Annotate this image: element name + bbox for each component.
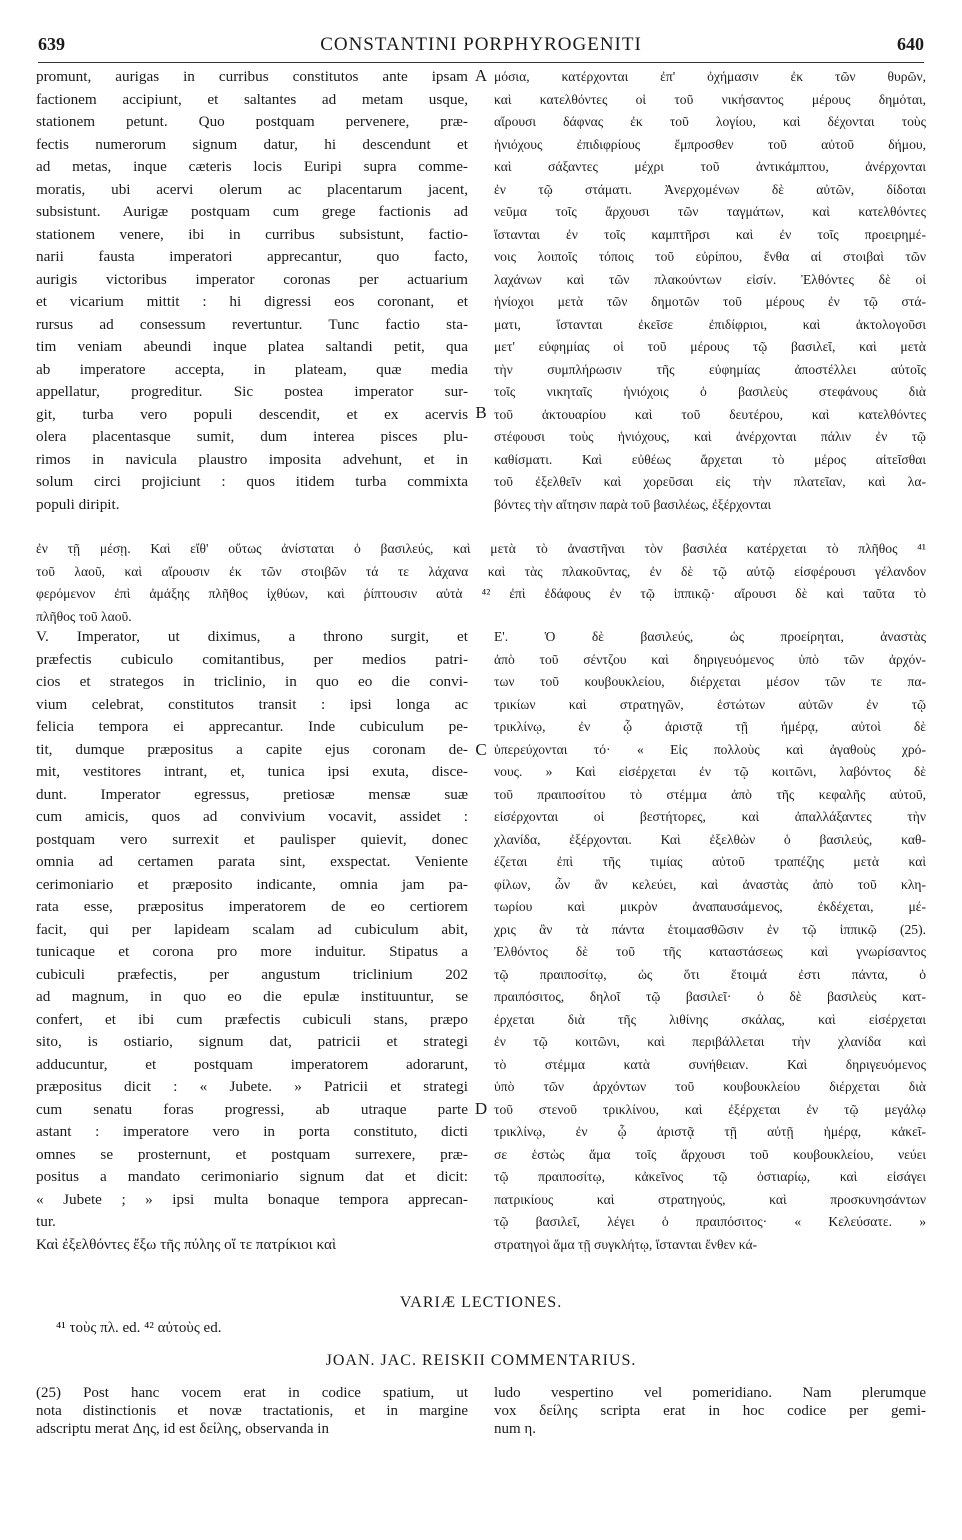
greek-line: ὑπερεύχονται τό· « Εἰς πολλοὺς καὶ ἀγαθοὺς χρό-: [494, 741, 926, 757]
latin-line: rata esse, præpositus imperatorem de eo certiorem: [36, 898, 468, 915]
latin-line: solum circi projiciunt : quos itidem turba commixta: [36, 473, 468, 490]
greek-line: τὴν συμπλήρωσιν τῆς εὐφημίας ἀποστέλλει αὐτοῖς: [494, 361, 926, 377]
greek-line: νοις λοιποῖς τόποις τοῦ εὐρίπου, ἔνθα αἱ στοιβαὶ τῶν: [494, 249, 926, 264]
latin-line: præpositus dicit : « Jubete. » Patricii et strategi: [36, 1078, 468, 1095]
greek-line: τῷ πραιποσίτῳ, κἀκεῖνος τῷ ὀστιαρίῳ, καὶ εἰσάγει: [494, 1169, 926, 1184]
greek-line: πατρικίους καὶ στρατηγούς, καὶ προσκυνησάντων: [494, 1191, 926, 1207]
latin-line: omnia ad certamen parata sint, exspectat. Veniente: [36, 853, 468, 870]
greek-line: τοῦ πραιποσίτου τὸ στέμμα ἀπὸ τῆς κεφαλῆς αὐτοῦ,: [494, 786, 926, 802]
greek-line: ὑπὸ τῶν ἀρχόντων τοῦ κουβουκλείου διέρχεται διὰ: [494, 1079, 926, 1094]
commentary-line: adscriptu merat Δης, id est δείλης, observanda in: [36, 1421, 329, 1437]
latin-line: git, turba vero populi descendit, et ex acervis: [36, 405, 468, 423]
latin-line: stationem petunt. Quo postquam pervenere, præ-: [36, 113, 468, 130]
greek-line: τῷ βασιλεῖ, λέγει ὁ πραιπόσιτος· « Κελεύσατε. »: [494, 1214, 926, 1229]
latin-line: omnes se prosternunt, et postquam surrexere, præ-: [36, 1145, 468, 1163]
greek-line: τῷ πραιποσίτῳ, ὡς ὅτι ἕτοιμά ἐστι πάντα, ὁ: [494, 966, 926, 982]
greek-line: τρικλίνῳ, ἐν ᾧ ἀριστᾷ τῇ αὐτῇ ἡμέρᾳ, κἀκεῖ-: [494, 1124, 926, 1139]
margin-marker-a: A: [474, 66, 488, 85]
greek-line: στέφουσι τοὺς ἡνιόχους, καὶ ἀνέρχονται πάλιν ἐν τῷ: [494, 429, 926, 444]
greek-full-width: [36, 538, 926, 628]
greek-line: ἐν τῷ κοιτῶνι, καὶ περιβάλλεται τὴν χλανίδα καὶ: [494, 1034, 926, 1049]
latin-line: Καὶ ἐξελθόντες ἔξω τῆς πύλης οἵ τε πατρίκιοι καὶ: [36, 1235, 337, 1253]
latin-line: cerimoniario et præposito indicante, omnia jam pa-: [36, 875, 468, 893]
greek-line: σε ἑστὼς ἅμα τοῖς ἄρχουσι τοῦ κουβουκλείου, νεύει: [494, 1146, 926, 1162]
greek-line: ἐν τῷ στάματι. Ἀνερχομένων δὲ αὐτῶν, δίδοται: [494, 181, 926, 197]
latin-line: rursus ad consessum revertuntur. Tunc factio sta-: [36, 315, 468, 333]
latin-line: ad metas, inque cæteris locis Euripi supra comme-: [36, 158, 468, 175]
running-title: CONSTANTINI PORPHYROGENITI: [320, 34, 642, 55]
greek-line: έρχεται διὰ τῆς λιθίνης σκάλας, καὶ εἰσέρχεται: [494, 1011, 926, 1027]
page-number-right: 640: [897, 34, 924, 54]
greek-column-bottom: [494, 626, 926, 1256]
latin-line: tunicaque et corona pro more induitur. Stipatus a: [36, 943, 468, 960]
margin-marker-d: D: [474, 1099, 488, 1118]
latin-line: cum amicis, quos ad convivium vocavit, assidet :: [36, 808, 468, 825]
latin-line: cubiculi præfectis, per angustum triclinium 202: [36, 965, 468, 983]
latin-line: promunt, aurigas in curribus constitutos ante ipsam: [36, 68, 468, 85]
latin-column-bottom: [36, 626, 468, 1256]
latin-line: dunt. Imperator egressus, pretiosæ mensæ suæ: [36, 785, 468, 803]
latin-line: felicia tempora ei apprecantur. Inde cubiculum pe-: [36, 718, 468, 735]
greek-line: μόσια, κατέρχονται ἐπ' ὀχήμασιν ἐκ τῶν θυρῶν,: [494, 69, 926, 84]
greek-line: βόντες τὴν αἴτησιν παρὰ τοῦ βασιλέως, ἐξέρχονται: [494, 496, 772, 512]
latin-line: astant : imperatore vero in porta constituto, dicti: [36, 1123, 468, 1140]
latin-line: moratis, ubi acervi olerum ac placentarum jacent,: [36, 180, 468, 198]
latin-line: « Jubete ; » ipsi multa bonaque tempora apprecan-: [36, 1190, 468, 1208]
commentary-heading: JOAN. JAC. REISKII COMMENTARIUS.: [325, 1352, 637, 1369]
latin-line: aurigis victoribus imperator coronas per actuarium: [36, 270, 468, 288]
greek-line: καὶ κατελθόντες οἱ τοῦ νικήσαντος μέρους δημόται,: [494, 91, 926, 107]
latin-line: appellatur, progreditur. Sic postea imperator sur-: [36, 383, 468, 400]
commentary-line: ludo vespertino vel pomeridiano. Nam plerumque: [494, 1385, 926, 1401]
page-number-left: 639: [38, 34, 65, 54]
commentary-line: vox δείλης scripta erat in hoc codice per gemi-: [494, 1403, 926, 1419]
latin-line: vium celebrat, constitutos transit : ipsi longa ac: [36, 695, 468, 713]
greek-line: νους. » Καὶ εἰσέρχεται ἐν τῷ κοιτῶνι, λαβόντος δὲ: [494, 764, 926, 779]
latin-line: postquam vero surrexit et paulisper quievit, donec: [36, 830, 468, 848]
greek-line: έζεται ἐπὶ τῆς τιμίας αὐτοῦ τραπέζης μετὰ καὶ: [494, 854, 926, 869]
greek-line: αἴρουσι δάφνας ἐκ τοῦ λογίου, καὶ δέχονται τοὺς: [494, 114, 926, 129]
greek-line: ἀπὸ τοῦ σέντζου καὶ δηριγευόμενος ὑπὸ τῶν ἀρχόν-: [494, 651, 926, 667]
greek-line: μετ' εὐφημίας οἱ τοῦ μέρους τῷ βασιλεῖ, καὶ μετὰ: [494, 339, 926, 354]
latin-line: factionem accipiunt, et saltantes ad metam usque,: [36, 90, 468, 108]
latin-line: stationem venere, ibi in curribus subsistunt, factio-: [36, 225, 468, 243]
latin-line: subsistunt. Aurigæ postquam cum grege factionis ad: [36, 203, 468, 220]
latin-line: tit, dumque præpositus a capite ejus coronam de-: [36, 740, 468, 758]
greek-line: καθίσματι. Καὶ εὐθέως ἄρχεται τὸ μέρος αἰτεῖσθαι: [494, 451, 926, 467]
greek-line: τρικίων καὶ στρατηγῶν, ἑστώτων αὐτῶν ἐν τῷ: [494, 696, 926, 712]
latin-line: olera placentasque sumit, dum interea pisces plu-: [36, 428, 468, 445]
greek-column-top: [494, 66, 926, 516]
latin-line: cios et strategos in triclinio, in quo eo die convi-: [36, 673, 468, 690]
margin-marker-b: B: [475, 403, 487, 422]
greek-line: Ἐλθόντος δὲ τοῦ τῆς καταστάσεως καὶ γνωρίσαντος: [494, 944, 926, 959]
greek-line: τοῦ ἀκτουαρίου καὶ τοῦ δευτέρου, καὶ κατελθόντες: [494, 406, 926, 422]
greek-line: τὸ στέμμα κατὰ συνήθειαν. Καὶ δηριγευόμενος: [494, 1056, 926, 1072]
latin-line: populi diripit.: [36, 495, 120, 513]
greek-line: τοῖς νικηταῖς ἡνιόχοις ὁ βασιλεὺς στεφάνους διὰ: [494, 384, 926, 399]
variae-heading: VARIÆ LECTIONES.: [399, 1294, 563, 1311]
greek-line: χρις ἂν τὰ πάντα ἑτοιμασθῶσιν ἐν τῷ ἱππικῷ (25).: [494, 921, 926, 937]
greek-line: φερόμενον ἐπὶ ἀμάξης πλῆθος ἰχθύων, καὶ ῥίπτουσιν αὐτὰ ⁴² ἐπὶ ἐδάφους ἐν τῷ ἱππικῷ· αἴρουσι δὲ καὶ ταῦτα τὸ: [36, 586, 926, 601]
latin-line: mit, vestitores intrant, et, tunica ipsi exuta, disce-: [36, 763, 468, 780]
greek-line: ματι, ἵστανται ἐκεῖσε ἐπιδίφριοι, καὶ ἀκτολογοῦσι: [494, 316, 926, 332]
greek-line: καὶ σάξαντες μέχρι τοῦ ἀντικάμπτου, ἀνέρχονται: [494, 159, 926, 174]
greek-line: Ε'. Ὁ δὲ βασιλεύς, ὡς προείρηται, ἀναστὰς: [494, 629, 926, 644]
latin-line: tur.: [36, 1213, 56, 1230]
latin-line: sito, is ostiario, signum dat, patricii et strategi: [36, 1033, 468, 1050]
commentary-right: [494, 1384, 926, 1438]
latin-line: confert, et ibi cum præfectis cubiculi stans, præpo: [36, 1010, 468, 1028]
commentary-line: (25) Post hanc vocem erat in codice spatium, ut: [36, 1385, 468, 1401]
greek-line: τρικλίνῳ, ἐν ᾧ ἀριστᾷ τῇ ἡμέρᾳ, αὐτοὶ δὲ: [494, 719, 926, 734]
greek-line: πλῆθος τοῦ λαοῦ.: [36, 608, 132, 624]
variae-note: ⁴¹ τοὺς πλ. ed. ⁴² αὐτοὺς ed.: [56, 1320, 222, 1336]
latin-line: V. Imperator, ut diximus, a throno surgit, et: [36, 628, 468, 645]
margin-marker-c: C: [475, 740, 487, 759]
latin-line: ad magnum, in quo eo die epulæ instituuntur, se: [36, 988, 468, 1005]
greek-line: τοῦ λαοῦ, καὶ αἴρουσιν ἐκ τῶν στοιβῶν τά τε λάχανα καὶ τὰς πλακοῦντας, ἐν δὲ τῷ αὐτῷ εἰσφέρουσι γέλανδον: [36, 563, 926, 579]
latin-line: præfectis cubiculo comitantibus, per medios patri-: [36, 650, 468, 668]
latin-column-top: [36, 66, 468, 516]
greek-line: τοῦ ἐξελθεῖν καὶ χορεῦσαι εἰς τὴν πλατεῖαν, καὶ λα-: [494, 474, 926, 489]
latin-line: adducuntur, et postquam imperatorem adorarunt,: [36, 1055, 468, 1073]
latin-line: fectis numerorum signum datur, hi descendunt et: [36, 135, 468, 153]
latin-line: narii fausta imperatori apprecantur, quo facto,: [36, 248, 468, 265]
latin-line: ab imperatore accepta, in plateam, quæ media: [36, 360, 468, 378]
commentary-line: nota distinctionis et novæ tractationis, et in margine: [36, 1403, 468, 1419]
latin-line: tim veniam abeundi inque platea saltandi petit, qua: [36, 338, 468, 355]
greek-line: ἡνιόχους ἐπιδιφρίους ἔμπροσθεν τοῦ αὐτοῦ δήμου,: [494, 136, 926, 152]
commentary-line: num η.: [494, 1421, 537, 1437]
greek-line: ἐν τῇ μέσῃ. Καὶ εἴθ' οὕτως ἀνίσταται ὁ βασιλεύς, καὶ μετὰ τὸ ἀναστῆναι τὸν βασιλέα κατέρχεται τὸ πλῆθος ⁴¹: [36, 541, 926, 556]
greek-line: πραιπόσιτος, δηλοῖ τῷ βασιλεῖ· ὁ δὲ βασιλεὺς κατ-: [494, 989, 926, 1004]
commentary-left: [36, 1384, 468, 1438]
header-rule: [38, 62, 924, 63]
greek-line: λαχάνων καὶ τῶν πλακούντων εἰσίν. Ἐλθόντες δὲ οἱ: [494, 271, 926, 287]
greek-line: των τοῦ κουβουκλείου, διέρχεται μέσον τῶν τε πα-: [494, 674, 926, 689]
latin-line: cum senatu foras progressi, ab utraque parte: [36, 1100, 468, 1118]
greek-line: τωρίου καὶ μικρὸν ἀναπαυσάμενος, ἐκδέχεται, μέ-: [494, 899, 926, 914]
page-header: [38, 34, 924, 60]
latin-line: facit, qui per lapideam scalam ad cubiculum abit,: [36, 920, 468, 938]
greek-line: χλανίδα, ἐξέρχονται. Καὶ ἐξελθὼν ὁ βασιλεύς, καθ-: [494, 831, 926, 847]
latin-line: rimos in navicula plaustro imposita advehunt, et in: [36, 450, 468, 468]
latin-line: positus a mandato cerimoniario signum dat et dicit:: [36, 1168, 468, 1185]
greek-line: νεῦμα τοῖς ἄρχουσι τῶν ταγμάτων, καὶ κατελθόντες: [494, 204, 926, 219]
greek-line: στρατηγοὶ ἅμα τῇ συγκλήτῳ, ἵστανται ἔνθεν κά-: [494, 1236, 758, 1252]
greek-line: ἵστανται ἐν τοῖς καμπτῆρσι καὶ ἐν τοῖς προειρημέ-: [494, 226, 926, 242]
greek-line: εἰσέρχονται οἱ βεστήτορες, καὶ ἀπαλλάξαντες τὴν: [494, 809, 926, 824]
latin-line: et vicarium mittit : hi digressi eos coronant, et: [36, 293, 468, 310]
greek-line: ἡνίοχοι μετὰ τῶν δημοτῶν τοῦ μέρους ἐν τῷ στά-: [494, 294, 926, 309]
greek-line: φίλων, ὧν ἂν κελεύει, καὶ ἀναστὰς ἀπὸ τοῦ κλη-: [494, 876, 926, 892]
greek-line: τοῦ στενοῦ τρικλίνου, καὶ ἐξέρχεται ἐν τῷ μεγάλῳ: [494, 1101, 926, 1117]
